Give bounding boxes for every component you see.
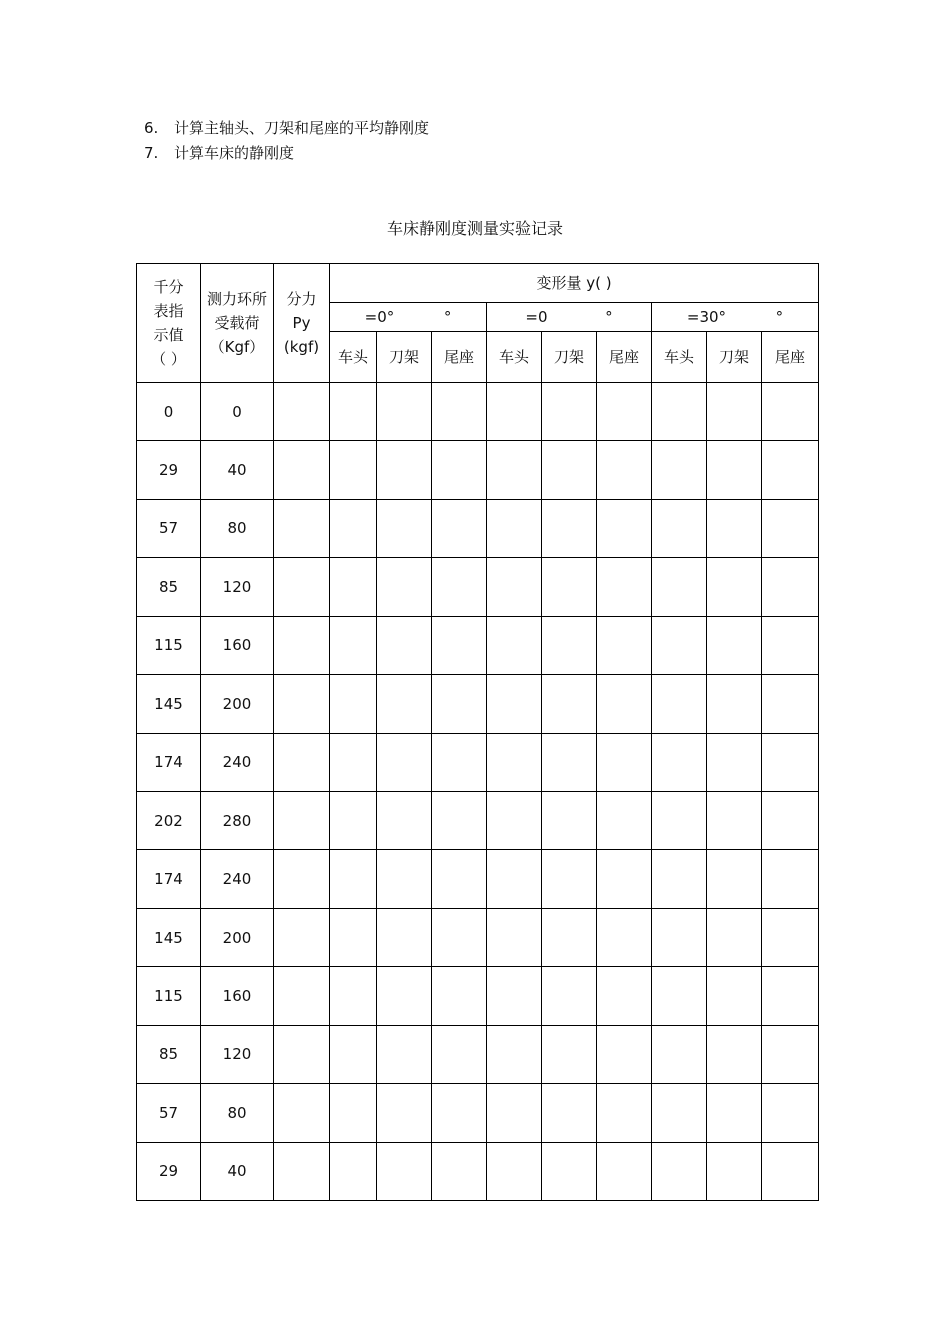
- cell-deformation[interactable]: [597, 441, 652, 499]
- table-row: [137, 499, 819, 557]
- cell-deformation[interactable]: [542, 675, 597, 733]
- cell-deformation[interactable]: [707, 441, 762, 499]
- header-deformation: 变形量 y( ): [330, 264, 819, 303]
- cell-load-value: 200: [201, 908, 274, 966]
- table-title: 车床静刚度测量实验记录: [386, 219, 563, 238]
- cell-deformation[interactable]: [597, 733, 652, 791]
- cell-deformation[interactable]: [652, 733, 707, 791]
- cell-deformation[interactable]: [377, 791, 432, 849]
- cell-deformation[interactable]: [707, 1142, 762, 1200]
- cell-deformation[interactable]: [652, 382, 707, 440]
- cell-deformation[interactable]: [377, 499, 432, 557]
- cell-deformation[interactable]: [377, 1025, 432, 1083]
- cell-deformation[interactable]: [707, 967, 762, 1025]
- cell-deformation[interactable]: [707, 675, 762, 733]
- cell-force-py[interactable]: [274, 1142, 330, 1200]
- cell-deformation[interactable]: [707, 382, 762, 440]
- cell-dial-value: 115: [137, 616, 201, 674]
- table-row: [137, 1025, 819, 1083]
- cell-force-py[interactable]: [274, 850, 330, 908]
- cell-force-py[interactable]: [274, 675, 330, 733]
- cell-force-py[interactable]: [274, 908, 330, 966]
- cell-deformation[interactable]: [432, 733, 487, 791]
- list-item: [144, 116, 429, 141]
- header-position: 尾座: [432, 332, 487, 382]
- cell-load-value: 240: [201, 733, 274, 791]
- cell-deformation[interactable]: [330, 499, 377, 557]
- cell-load-value: 120: [201, 558, 274, 616]
- cell-deformation[interactable]: [652, 499, 707, 557]
- cell-force-py[interactable]: [274, 382, 330, 440]
- cell-deformation[interactable]: [652, 791, 707, 849]
- instruction-list: [144, 116, 429, 165]
- cell-dial-value: 29: [137, 441, 201, 499]
- cell-force-py[interactable]: [274, 733, 330, 791]
- cell-deformation[interactable]: [597, 1084, 652, 1142]
- header-ring-load-text: 测力环所受载荷（Kgf）: [206, 289, 267, 356]
- header-group-2: [487, 303, 652, 332]
- cell-deformation[interactable]: [432, 791, 487, 849]
- cell-deformation[interactable]: [330, 616, 377, 674]
- cell-deformation[interactable]: [542, 499, 597, 557]
- cell-deformation[interactable]: [487, 558, 542, 616]
- header-group-3: [652, 303, 819, 332]
- cell-deformation[interactable]: [762, 850, 819, 908]
- cell-deformation[interactable]: [762, 791, 819, 849]
- cell-deformation[interactable]: [330, 558, 377, 616]
- cell-deformation[interactable]: [597, 382, 652, 440]
- cell-deformation[interactable]: [597, 1025, 652, 1083]
- list-item-number: 7.: [144, 143, 159, 162]
- cell-deformation[interactable]: [762, 1142, 819, 1200]
- cell-dial-value: 174: [137, 733, 201, 791]
- cell-deformation[interactable]: [432, 1025, 487, 1083]
- cell-load-value: 80: [201, 499, 274, 557]
- cell-load-value: 80: [201, 1084, 274, 1142]
- cell-deformation[interactable]: [542, 733, 597, 791]
- cell-dial-value: 145: [137, 675, 201, 733]
- cell-deformation[interactable]: [707, 616, 762, 674]
- cell-deformation[interactable]: [707, 1084, 762, 1142]
- header-position: 车头: [487, 332, 542, 382]
- header-position: 尾座: [762, 332, 819, 382]
- cell-deformation[interactable]: [432, 499, 487, 557]
- cell-deformation[interactable]: [487, 850, 542, 908]
- cell-force-py[interactable]: [274, 558, 330, 616]
- cell-deformation[interactable]: [330, 675, 377, 733]
- table-row: [137, 791, 819, 849]
- cell-deformation[interactable]: [487, 1084, 542, 1142]
- group-deg: °: [775, 308, 784, 327]
- cell-deformation[interactable]: [652, 850, 707, 908]
- cell-deformation[interactable]: [487, 499, 542, 557]
- cell-deformation[interactable]: [707, 791, 762, 849]
- header-position: 刀架: [377, 332, 432, 382]
- measurement-table: [136, 263, 819, 1201]
- cell-deformation[interactable]: [762, 382, 819, 440]
- cell-deformation[interactable]: [487, 908, 542, 966]
- table-row: [137, 558, 819, 616]
- cell-deformation[interactable]: [377, 733, 432, 791]
- list-item: [144, 141, 429, 166]
- cell-dial-value: 115: [137, 967, 201, 1025]
- cell-dial-value: 85: [137, 1025, 201, 1083]
- cell-deformation[interactable]: [542, 1084, 597, 1142]
- cell-deformation[interactable]: [377, 1084, 432, 1142]
- header-dial-indicator-text: 千分表指示值（ ）: [151, 277, 186, 368]
- cell-load-value: 280: [201, 791, 274, 849]
- cell-deformation[interactable]: [487, 733, 542, 791]
- list-item-text: 计算主轴头、刀架和尾座的平均静刚度: [174, 119, 430, 137]
- cell-deformation[interactable]: [597, 967, 652, 1025]
- cell-deformation[interactable]: [487, 1142, 542, 1200]
- cell-load-value: 0: [201, 382, 274, 440]
- cell-deformation[interactable]: [330, 733, 377, 791]
- cell-deformation[interactable]: [762, 1084, 819, 1142]
- cell-deformation[interactable]: [652, 558, 707, 616]
- cell-force-py[interactable]: [274, 499, 330, 557]
- table-row: [137, 967, 819, 1025]
- cell-deformation[interactable]: [542, 967, 597, 1025]
- cell-deformation[interactable]: [542, 616, 597, 674]
- cell-deformation[interactable]: [487, 382, 542, 440]
- cell-deformation[interactable]: [487, 616, 542, 674]
- cell-deformation[interactable]: [652, 1025, 707, 1083]
- header-position: 刀架: [542, 332, 597, 382]
- cell-deformation[interactable]: [432, 441, 487, 499]
- cell-deformation[interactable]: [597, 850, 652, 908]
- cell-deformation[interactable]: [432, 616, 487, 674]
- cell-deformation[interactable]: [432, 558, 487, 616]
- cell-deformation[interactable]: [542, 908, 597, 966]
- cell-deformation[interactable]: [542, 558, 597, 616]
- header-position: 车头: [652, 332, 707, 382]
- table-row: [137, 908, 819, 966]
- cell-deformation[interactable]: [377, 616, 432, 674]
- header-position: 刀架: [707, 332, 762, 382]
- header-force-py-text: 分力Py (kgf): [283, 289, 320, 356]
- header-position: 车头: [330, 332, 377, 382]
- cell-deformation[interactable]: [597, 499, 652, 557]
- cell-deformation[interactable]: [707, 850, 762, 908]
- group-angle: =0: [525, 308, 548, 327]
- cell-deformation[interactable]: [707, 908, 762, 966]
- cell-deformation[interactable]: [487, 967, 542, 1025]
- cell-deformation[interactable]: [652, 908, 707, 966]
- table-row: [137, 1084, 819, 1142]
- cell-deformation[interactable]: [597, 558, 652, 616]
- cell-load-value: 40: [201, 1142, 274, 1200]
- cell-deformation[interactable]: [762, 733, 819, 791]
- cell-deformation[interactable]: [652, 675, 707, 733]
- cell-force-py[interactable]: [274, 967, 330, 1025]
- cell-deformation[interactable]: [597, 1142, 652, 1200]
- cell-deformation[interactable]: [707, 733, 762, 791]
- cell-deformation[interactable]: [330, 791, 377, 849]
- cell-load-value: 160: [201, 967, 274, 1025]
- cell-deformation[interactable]: [487, 675, 542, 733]
- cell-load-value: 160: [201, 616, 274, 674]
- cell-deformation[interactable]: [542, 1142, 597, 1200]
- cell-deformation[interactable]: [762, 558, 819, 616]
- cell-deformation[interactable]: [432, 967, 487, 1025]
- cell-force-py[interactable]: [274, 441, 330, 499]
- cell-deformation[interactable]: [330, 850, 377, 908]
- cell-deformation[interactable]: [762, 441, 819, 499]
- cell-deformation[interactable]: [487, 791, 542, 849]
- table-row: [137, 616, 819, 674]
- cell-dial-value: 0: [137, 382, 201, 440]
- group-deg: °: [443, 308, 452, 327]
- group-deg: °: [605, 308, 613, 327]
- cell-deformation[interactable]: [330, 441, 377, 499]
- cell-dial-value: 145: [137, 908, 201, 966]
- cell-deformation[interactable]: [432, 850, 487, 908]
- cell-dial-value: 85: [137, 558, 201, 616]
- cell-deformation[interactable]: [542, 850, 597, 908]
- cell-deformation[interactable]: [432, 382, 487, 440]
- cell-deformation[interactable]: [330, 908, 377, 966]
- list-item-text: 计算车床的静刚度: [174, 143, 295, 162]
- cell-deformation[interactable]: [762, 908, 819, 966]
- table-row: [137, 675, 819, 733]
- table-row: [137, 850, 819, 908]
- cell-deformation[interactable]: [487, 1025, 542, 1083]
- cell-deformation[interactable]: [377, 1142, 432, 1200]
- cell-deformation[interactable]: [762, 616, 819, 674]
- cell-deformation[interactable]: [432, 675, 487, 733]
- cell-deformation[interactable]: [330, 1084, 377, 1142]
- header-position: 尾座: [597, 332, 652, 382]
- cell-deformation[interactable]: [542, 791, 597, 849]
- cell-deformation[interactable]: [762, 675, 819, 733]
- table-row: [137, 733, 819, 791]
- group-angle: =0°: [364, 308, 395, 327]
- table-row: [137, 382, 819, 440]
- cell-deformation[interactable]: [652, 967, 707, 1025]
- table-body: [137, 382, 819, 1200]
- cell-deformation[interactable]: [597, 616, 652, 674]
- cell-force-py[interactable]: [274, 616, 330, 674]
- cell-force-py[interactable]: [274, 1025, 330, 1083]
- cell-force-py[interactable]: [274, 1084, 330, 1142]
- cell-deformation[interactable]: [330, 1025, 377, 1083]
- group-angle: =30°: [686, 308, 727, 327]
- cell-deformation[interactable]: [652, 1084, 707, 1142]
- cell-deformation[interactable]: [652, 441, 707, 499]
- cell-deformation[interactable]: [377, 908, 432, 966]
- cell-load-value: 40: [201, 441, 274, 499]
- cell-deformation[interactable]: [377, 382, 432, 440]
- cell-dial-value: 57: [137, 499, 201, 557]
- cell-deformation[interactable]: [762, 499, 819, 557]
- cell-deformation[interactable]: [330, 1142, 377, 1200]
- header-group-1: [330, 303, 487, 332]
- cell-deformation[interactable]: [762, 1025, 819, 1083]
- cell-deformation[interactable]: [762, 967, 819, 1025]
- table-row: [137, 441, 819, 499]
- cell-deformation[interactable]: [652, 616, 707, 674]
- cell-deformation[interactable]: [597, 908, 652, 966]
- header-dial-indicator: [137, 264, 201, 383]
- table-row: [137, 1142, 819, 1200]
- cell-deformation[interactable]: [542, 382, 597, 440]
- cell-deformation[interactable]: [377, 967, 432, 1025]
- cell-load-value: 200: [201, 675, 274, 733]
- cell-deformation[interactable]: [597, 675, 652, 733]
- cell-deformation[interactable]: [377, 441, 432, 499]
- list-item-number: 6.: [144, 119, 159, 137]
- cell-load-value: 120: [201, 1025, 274, 1083]
- header-force-py: [274, 264, 330, 383]
- cell-deformation[interactable]: [432, 908, 487, 966]
- cell-deformation[interactable]: [652, 1142, 707, 1200]
- cell-dial-value: 202: [137, 791, 201, 849]
- cell-dial-value: 174: [137, 850, 201, 908]
- cell-load-value: 240: [201, 850, 274, 908]
- cell-dial-value: 57: [137, 1084, 201, 1142]
- cell-deformation[interactable]: [542, 1025, 597, 1083]
- cell-deformation[interactable]: [377, 675, 432, 733]
- cell-deformation[interactable]: [432, 1084, 487, 1142]
- cell-deformation[interactable]: [542, 441, 597, 499]
- cell-deformation[interactable]: [432, 1142, 487, 1200]
- cell-deformation[interactable]: [707, 499, 762, 557]
- cell-deformation[interactable]: [487, 441, 542, 499]
- cell-dial-value: 29: [137, 1142, 201, 1200]
- cell-force-py[interactable]: [274, 791, 330, 849]
- cell-deformation[interactable]: [330, 967, 377, 1025]
- cell-deformation[interactable]: [707, 1025, 762, 1083]
- cell-deformation[interactable]: [597, 791, 652, 849]
- cell-deformation[interactable]: [707, 558, 762, 616]
- header-ring-load: [201, 264, 274, 383]
- cell-deformation[interactable]: [330, 382, 377, 440]
- cell-deformation[interactable]: [377, 850, 432, 908]
- cell-deformation[interactable]: [377, 558, 432, 616]
